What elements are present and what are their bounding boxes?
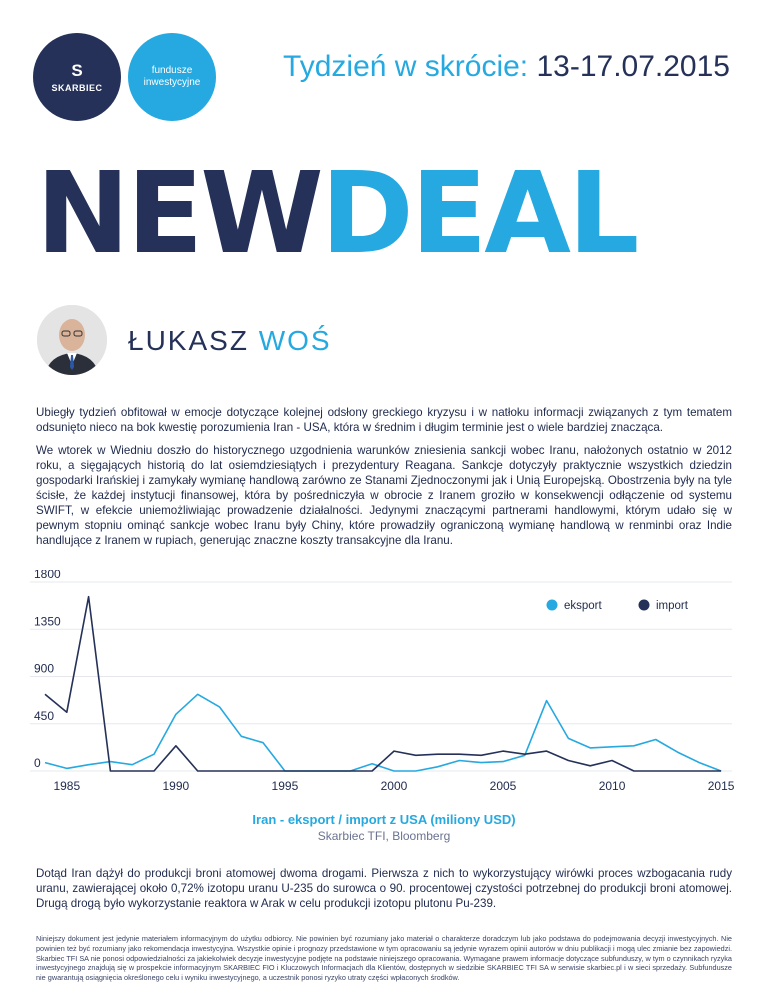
trade-line-chart — [30, 570, 738, 800]
title-label: Tydzień w skrócie: — [283, 50, 529, 83]
x-tick-label: 2005 — [489, 779, 517, 793]
chart-subtitle: Skarbiec TFI, Bloomberg — [317, 829, 451, 843]
x-tick-label: 1990 — [162, 779, 190, 793]
person-photo-icon — [37, 305, 107, 375]
legend-label-eksport: eksport — [564, 600, 602, 612]
fundusze-badge — [128, 33, 216, 121]
y-tick-label: 0 — [34, 756, 41, 770]
series-line-eksport — [45, 694, 721, 771]
legend-label-import: import — [656, 600, 688, 612]
series-line-import — [45, 597, 721, 771]
disclaimer: Niniejszy dokument jest jedynie materiałem informacyjnym do użytku odbiorcy. Nie powinien być rozumiany jako materiał o charakterze doradczym lub jako podstawa do podejmowania decyzji inwestycyjnych. Nie powinien też być rozumiany jako rekomendacja inwestycyjna. Wszystkie opinie i prognozy przedstawione w tym opracowaniu są jedynie wyrazem opinii autorów w dniu publikacji i mogą ulec zmianie bez zapowiedzi. Skarbiec TFI SA nie ponosi odpowiedzialności za jakiekolwiek decyzje inwestycyjne podjęte na podstawie niniejszego opracowania. Wymagane prawem informacje dotyczące subfunduszy, w tym o czynnikach ryzyka inwestycyjnego znajdują się w prospekcie informacyjnym SKARBIEC FIO i Kluczowych Informacjach dla Klientów, dostępnych w siedzibie SKARBIEC TFI SA w serwisie skarbiec.pl i w sieci sprzedaży. Subfundusze nie gwarantują osiągnięcia określonego celu i wyniku inwestycyjnego, a uczestnik ponosi ryzyko utraty części wpłaconych środków. — [36, 934, 732, 983]
y-tick-label: 450 — [34, 708, 55, 723]
legend-marker-import — [639, 600, 650, 611]
intro-paragraph: Ubiegły tydzień obfitował w emocje dotyczące kolejnej odsłony greckiego kryzysu i w natłoku informacji związanych z tym tematem odsunięto nieco na bok kwestię porozumienia Iran - USA, która w średnim i długim terminie jest o wiele bardziej znacząca. — [36, 406, 732, 434]
page-title — [283, 50, 730, 84]
closing-paragraph: Dotąd Iran dążył do produkcji broni atomowej dwoma drogami. Pierwsza z nich to wykorzystujący wirówki proces wzbogacania rudy uranu, zawierającej około 0,72% izotopu uranu U-235 do surowca o 90. procentowej czystości potrzebnej do produkcji broni atomowej. Drugą drogą było wykorzystanie reaktora w Arak w celu produkcji izotopu plutonu Pu-239. — [36, 867, 732, 910]
fundusze-badge-line2: inwestycyjne — [143, 77, 201, 88]
author-last-name: WOŚ — [258, 325, 332, 356]
fundusze-badge-line1: fundusze — [151, 65, 193, 76]
x-tick-label: 2010 — [598, 779, 626, 793]
title-dates: 13-17.07.2015 — [536, 50, 730, 83]
x-tick-label: 2015 — [707, 779, 735, 793]
x-tick-label: 1995 — [271, 779, 299, 793]
y-tick-label: 900 — [34, 661, 55, 676]
chart-title: Iran - eksport / import z USA (miliony USD) — [252, 812, 516, 827]
hero-word-new: NEW — [36, 149, 321, 279]
legend-marker-eksport — [547, 600, 558, 611]
skarbiec-logo — [33, 33, 121, 121]
author-first-name: ŁUKASZ — [128, 325, 249, 356]
hero-headline — [36, 149, 637, 279]
author-name — [128, 325, 332, 357]
y-tick-label: 1350 — [34, 614, 61, 629]
y-tick-label: 1800 — [34, 570, 61, 581]
body-paragraph: We wtorek w Wiedniu doszło do historycznego uzgodnienia warunków zniesienia sankcji wobec Iranu, nałożonych ostatnio w 2012 roku, a sięgających historią do lat osiemdziesiątych i prezydentury Reagana. Sankcje dotyczyły praktycznie wszystkich dziedzin gospodarki Irańskiej i zamykały wymianę handlową zarówno ze Stanami Zjednoczonymi jak i Unią Europejską. Obostrzenia były na tyle ścisłe, że każdej instytucji finansowej, która by pośredniczyła w obrocie z Iranem groziło w konsekwencji odłączenie od systemu SWIFT, w efekcie uniemożliwiając prowadzenie działalności. Jedynymi znaczącymi partnerami handlowymi, którym udało się w pewnym stopniu ominąć sankcje wobec Iranu były Chiny, które prowadziły ograniczoną wymianę handlową w renminbi oraz Indie handlujące z Iranem w rupiach, generując znaczne koszty transakcyjne dla Iranu. — [36, 444, 732, 547]
skarbiec-logo-name: SKARBIEC — [51, 82, 103, 93]
skarbiec-mark-icon: S — [71, 60, 83, 80]
author-avatar — [37, 305, 107, 375]
hero-word-deal: DEAL — [320, 149, 637, 279]
x-tick-label: 2000 — [380, 779, 408, 793]
x-tick-label: 1985 — [53, 779, 81, 793]
